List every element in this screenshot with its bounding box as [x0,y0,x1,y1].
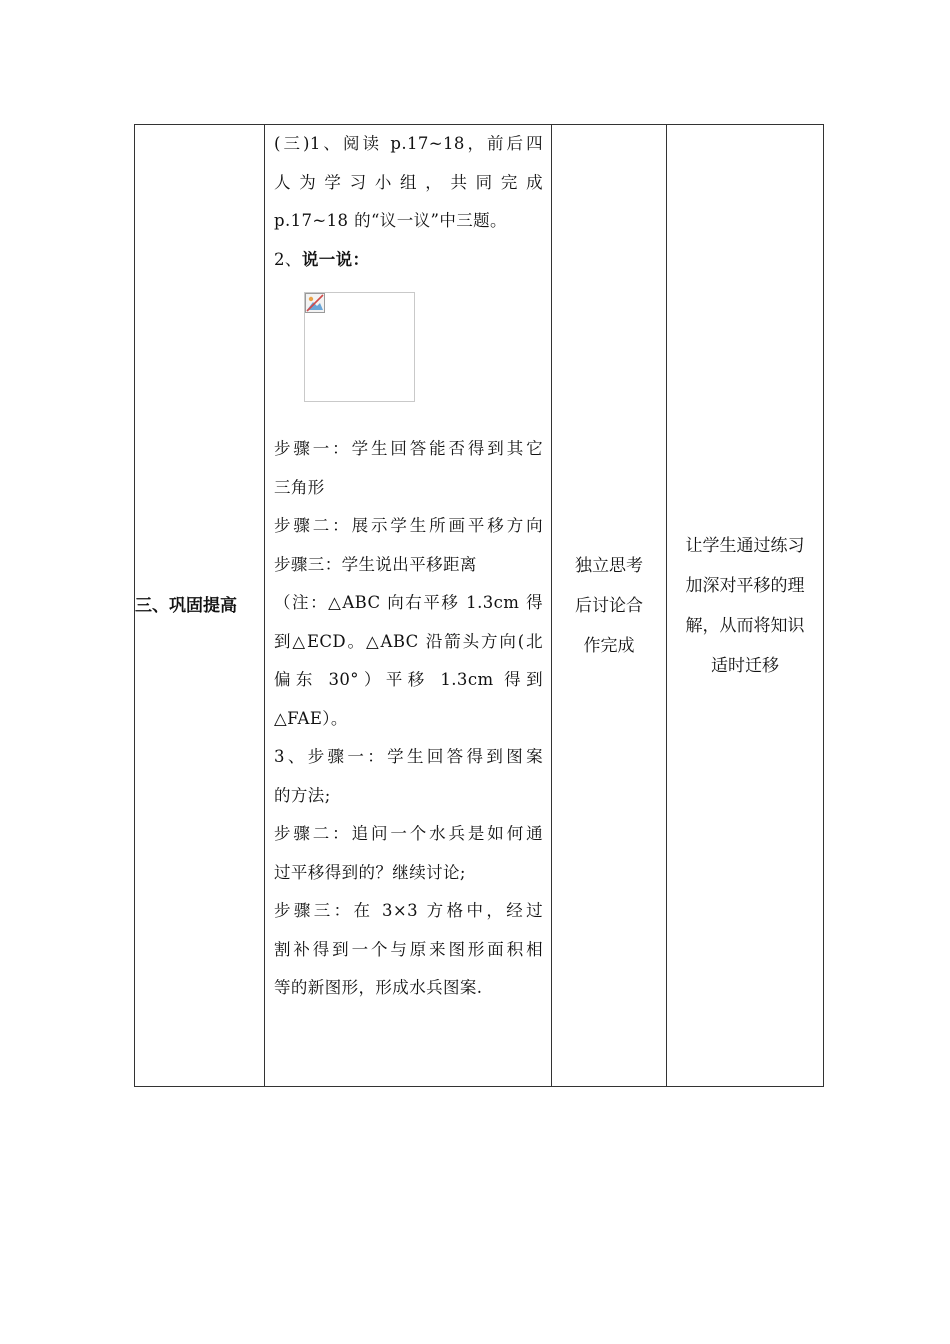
intent-line: 适时迁移 [711,655,779,676]
lesson-table [134,124,824,1087]
content-line: 到△ECD。△ABC 沿箭头方向(北 [274,631,543,651]
intent-line: 加深对平移的理 [685,575,805,596]
intent-line: 解，从而将知识 [685,615,805,636]
content-line: △FAE）。 [274,708,348,728]
content-line: p.17~18 的“议一议”中三题。 [274,211,507,230]
content-line: 步骤三：学生说出平移距离 [274,554,477,574]
content-line: 3、步骤一：学生回答得到图案 [274,747,543,766]
design-intent-cell [667,125,824,1087]
figure-placeholder [304,292,415,402]
section-title-cell [135,125,265,1087]
content-line: 人为学习小组，共同完成 [274,172,543,192]
content-line: 步骤二：追问一个水兵是如何通 [274,824,543,843]
content-cell [265,125,552,1087]
say-it-heading: 说一说： [301,249,370,269]
content-line: 步骤三：在 3×3 方格中，经过 [274,901,543,920]
content-line: 的方法; [274,785,331,805]
content-line: 割补得到一个与原来图形面积相 [274,939,543,959]
item-number: 2、 [274,249,302,269]
content-line: 步骤一：学生回答能否得到其它 [274,439,543,458]
content-line: 三角形 [274,477,325,497]
content-line [274,241,543,280]
content-line: 步骤二：展示学生所画平移方向 [274,516,543,535]
student-activity-cell [552,125,667,1087]
activity-line: 作完成 [583,635,635,656]
content-line: （注：△ABC 向右平移 1.3cm 得 [274,593,543,612]
table-row [135,125,824,1087]
content-line: (三)1、阅读 p.17~18，前后四 [274,134,543,153]
activity-line: 后讨论合 [575,595,643,616]
broken-image-icon [305,293,325,313]
activity-line: 独立思考 [575,555,643,576]
section-title: 三、巩固提高 [135,595,237,616]
content-line: 过平移得到的？继续讨论; [274,862,466,882]
intent-line: 让学生通过练习 [685,535,805,556]
content-line: 等的新图形，形成水兵图案. [274,978,483,997]
content-line: 偏东 30°）平移 1.3cm 得到 [274,670,543,689]
